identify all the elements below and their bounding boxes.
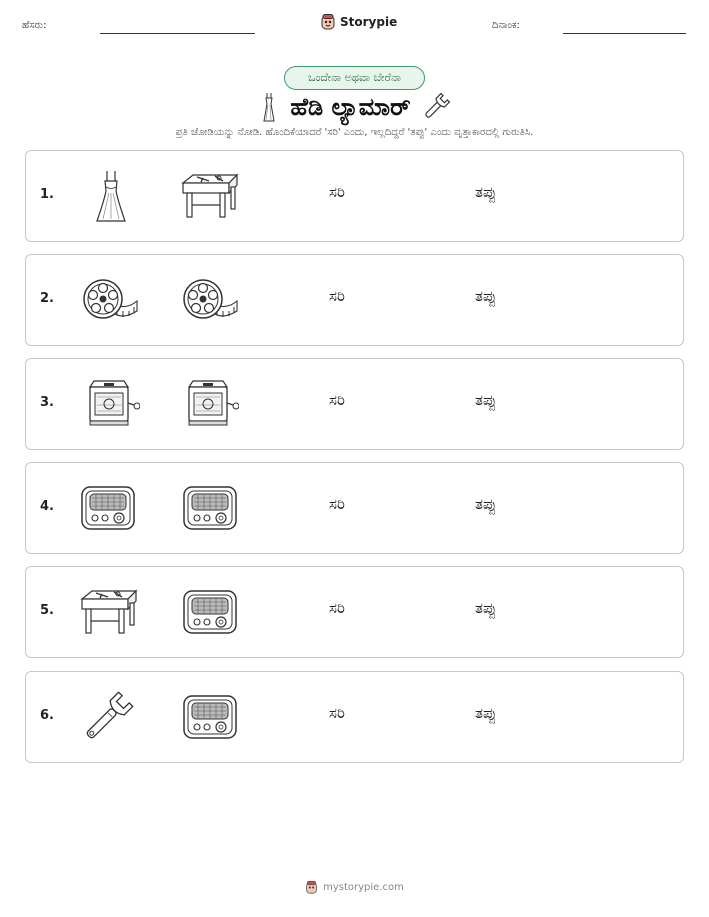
option-right[interactable]: ಸರಿ <box>329 391 345 409</box>
option-wrong[interactable]: ತಪ್ಪು <box>475 704 497 722</box>
pair-card-6 <box>25 671 684 763</box>
page-title: ಹೆಡಿ ಲ್ಯಾಮಾರ್ <box>290 93 411 121</box>
wrench-icon <box>78 688 138 746</box>
music-box-icon <box>179 375 239 433</box>
pair-number: 1. <box>40 187 54 202</box>
footer <box>0 880 709 895</box>
pair-card-1 <box>25 150 684 242</box>
pair-card-3 <box>25 358 684 450</box>
radio-icon <box>180 479 240 537</box>
date-line[interactable] <box>563 33 686 34</box>
option-right[interactable]: ಸರಿ <box>329 183 345 201</box>
option-right[interactable]: ಸರಿ <box>329 287 345 305</box>
brand-name: Storypie <box>340 15 398 29</box>
option-wrong[interactable]: ತಪ್ಪು <box>475 183 497 201</box>
option-wrong[interactable]: ತಪ್ಪು <box>475 391 497 409</box>
option-right[interactable]: ಸರಿ <box>329 495 345 513</box>
option-wrong[interactable]: ತಪ್ಪು <box>475 287 497 305</box>
workbench-icon <box>179 167 239 225</box>
storypie-mascot-icon <box>305 880 318 895</box>
name-label: ಹೆಸರು: <box>22 20 47 31</box>
footer-url[interactable]: mystorypie.com <box>323 882 404 893</box>
pair-number: 4. <box>40 499 54 514</box>
instructions: ಪ್ರತಿ ಜೋಡಿಯನ್ನು ನೋಡಿ. ಹೊಂದಿಕೆಯಾದರೆ 'ಸರಿ' ಎಂದು, ಇಲ್ಲದಿದ್ದರೆ 'ತಪ್ಪು' ಎಂದು ವೃತ್ತಾಕಾರದಲ್ಲಿ ಗುರುತಿಸಿ. <box>175 127 534 138</box>
date-label: ದಿನಾಂಕ: <box>492 20 520 31</box>
brand-logo <box>320 13 397 31</box>
radio-icon <box>180 583 240 641</box>
option-wrong[interactable]: ತಪ್ಪು <box>475 599 497 617</box>
wrench-icon <box>421 92 451 122</box>
pair-number: 5. <box>40 603 54 618</box>
option-wrong[interactable]: ತಪ್ಪು <box>475 495 497 513</box>
gown-icon <box>81 167 141 225</box>
option-right[interactable]: ಸರಿ <box>329 599 345 617</box>
pair-card-2 <box>25 254 684 346</box>
music-box-icon <box>80 375 140 433</box>
workbench-icon <box>78 583 138 641</box>
option-right[interactable]: ಸರಿ <box>329 704 345 722</box>
name-line[interactable] <box>100 33 255 34</box>
pair-number: 6. <box>40 708 54 723</box>
title-row <box>0 90 709 124</box>
gown-icon <box>258 91 280 123</box>
pair-card-5 <box>25 566 684 658</box>
radio-icon <box>78 479 138 537</box>
pair-number: 2. <box>40 291 54 306</box>
storypie-mascot-icon <box>320 13 336 31</box>
film-reel-icon <box>81 271 141 329</box>
worksheet-type-badge: ಒಂದೇನಾ ಅಥವಾ ಬೇರೆನಾ <box>284 66 425 90</box>
film-reel-icon <box>181 271 241 329</box>
radio-icon <box>180 688 240 746</box>
pair-number: 3. <box>40 395 54 410</box>
pair-card-4 <box>25 462 684 554</box>
